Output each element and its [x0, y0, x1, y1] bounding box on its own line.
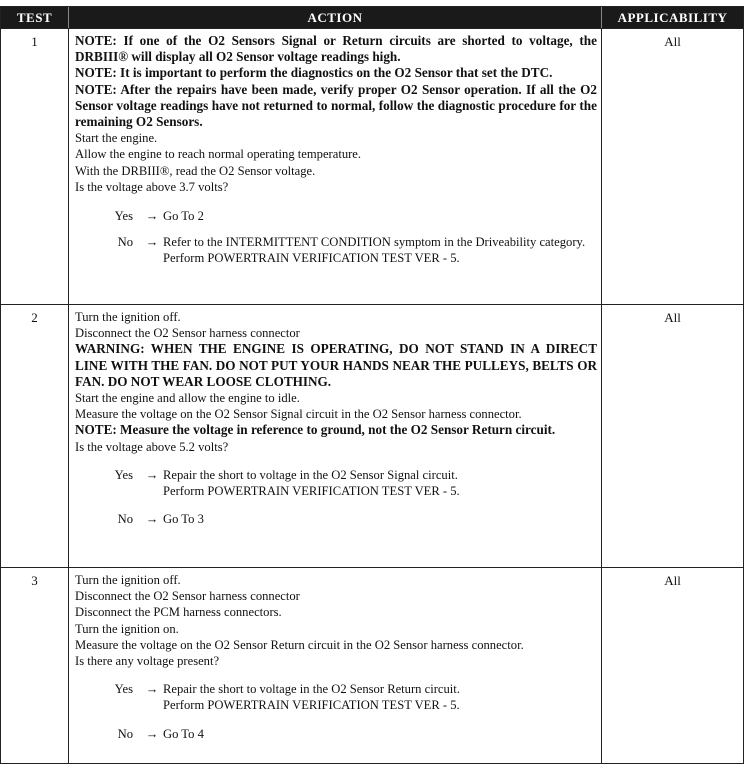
- answer-text: [163, 234, 597, 266]
- answer-text: [163, 467, 597, 499]
- header-test: TEST: [1, 7, 69, 28]
- answer-key: No: [117, 726, 133, 741]
- answer-text-line: Repair the short to voltage in the O2 Sensor Signal circuit.: [163, 467, 458, 482]
- answer-text: [163, 681, 597, 713]
- arrow-icon: →: [145, 682, 159, 697]
- arrow-icon: →: [145, 467, 159, 482]
- step-text: Start the engine and allow the engine to idle.: [75, 391, 300, 406]
- arrow-icon: →: [145, 209, 159, 224]
- action-cell: [69, 568, 602, 763]
- step-text: Disconnect the PCM harness connectors.: [75, 605, 282, 620]
- applicability-cell: All: [664, 573, 681, 588]
- note-text: NOTE: If one of the O2 Sensors Signal or Return circuits are shorted to voltage, the DRBIII® will display all O2 Sensor voltage readings high.: [75, 33, 597, 65]
- diagnostic-test-table: [0, 6, 744, 764]
- header-applicability: APPLICABILITY: [617, 9, 728, 25]
- question-text: Is there any voltage present?: [75, 654, 220, 669]
- action-cell: [69, 305, 602, 567]
- answer-key: No: [117, 235, 133, 250]
- answer-key: Yes: [114, 209, 133, 224]
- step-text: Disconnect the O2 Sensor harness connector: [75, 589, 300, 604]
- question-text: Is the voltage above 3.7 volts?: [75, 179, 229, 194]
- answer-text-line: Refer to the INTERMITTENT CONDITION symptom in the Driveability category.: [163, 235, 586, 250]
- warning-text: WARNING: WHEN THE ENGINE IS OPERATING, DO NOT STAND IN A DIRECT LINE WITH THE FAN. DO NOT PUT YOUR HANDS NEAR THE PULLEYS, BELTS OR FAN. DO NOT WEAR LOOSE CLOTHING.: [75, 341, 597, 389]
- test-number: 1: [1, 29, 69, 304]
- answer-no: [75, 511, 597, 527]
- table-row: [1, 28, 743, 304]
- note-text: NOTE: Measure the voltage in reference to ground, not the O2 Sensor Return circuit.: [75, 422, 556, 438]
- step-text: Turn the ignition off.: [75, 573, 181, 587]
- answer-text: Go To 4: [163, 726, 204, 741]
- arrow-icon: →: [145, 512, 159, 527]
- answer-text: Go To 2: [163, 209, 204, 224]
- table-row: [1, 567, 743, 763]
- answer-yes: [75, 208, 597, 224]
- answer-key: Yes: [114, 467, 133, 482]
- applicability-cell: All: [664, 34, 681, 49]
- answer-no: [75, 234, 597, 266]
- answer-yes: [75, 681, 597, 713]
- table-header: [1, 7, 743, 28]
- answer-text-line: Perform POWERTRAIN VERIFICATION TEST VER - 5.: [163, 484, 460, 499]
- step-text: Measure the voltage on the O2 Sensor Signal circuit in the O2 Sensor harness connector.: [75, 407, 522, 422]
- applicability-cell: All: [664, 310, 681, 325]
- step-text: Allow the engine to reach normal operating temperature.: [75, 147, 362, 162]
- test-number: 3: [1, 568, 69, 763]
- step-text: Measure the voltage on the O2 Sensor Return circuit in the O2 Sensor harness connector.: [75, 637, 524, 652]
- arrow-icon: →: [145, 235, 159, 250]
- table-row: [1, 304, 743, 567]
- answer-text-line: Perform POWERTRAIN VERIFICATION TEST VER - 5.: [163, 698, 460, 713]
- test-number: 2: [1, 305, 69, 567]
- note-text: NOTE: After the repairs have been made, verify proper O2 Sensor operation. If all the O2 Sensor voltage readings have not returned to normal, follow the diagnostic procedure for the remaining O2 Sensors.: [75, 81, 597, 130]
- note-text: NOTE: It is important to perform the diagnostics on the O2 Sensor that set the DTC.: [75, 65, 553, 81]
- answer-key: No: [117, 512, 133, 527]
- step-text: Start the engine.: [75, 131, 158, 146]
- answer-text: Go To 3: [163, 512, 204, 527]
- step-text: Turn the ignition on.: [75, 621, 179, 636]
- step-text: Disconnect the O2 Sensor harness connector: [75, 326, 300, 341]
- step-text: With the DRBIII®, read the O2 Sensor voltage.: [75, 163, 316, 178]
- step-text: Turn the ignition off.: [75, 310, 181, 324]
- answer-no: [75, 726, 597, 742]
- arrow-icon: →: [145, 726, 159, 741]
- question-text: Is the voltage above 5.2 volts?: [75, 439, 229, 454]
- answer-text-line: Perform POWERTRAIN VERIFICATION TEST VER - 5.: [163, 251, 460, 266]
- answer-key: Yes: [114, 682, 133, 697]
- answer-text-line: Repair the short to voltage in the O2 Sensor Return circuit.: [163, 682, 460, 697]
- action-cell: [69, 29, 602, 304]
- header-action: ACTION: [69, 7, 602, 28]
- answer-yes: [75, 467, 597, 499]
